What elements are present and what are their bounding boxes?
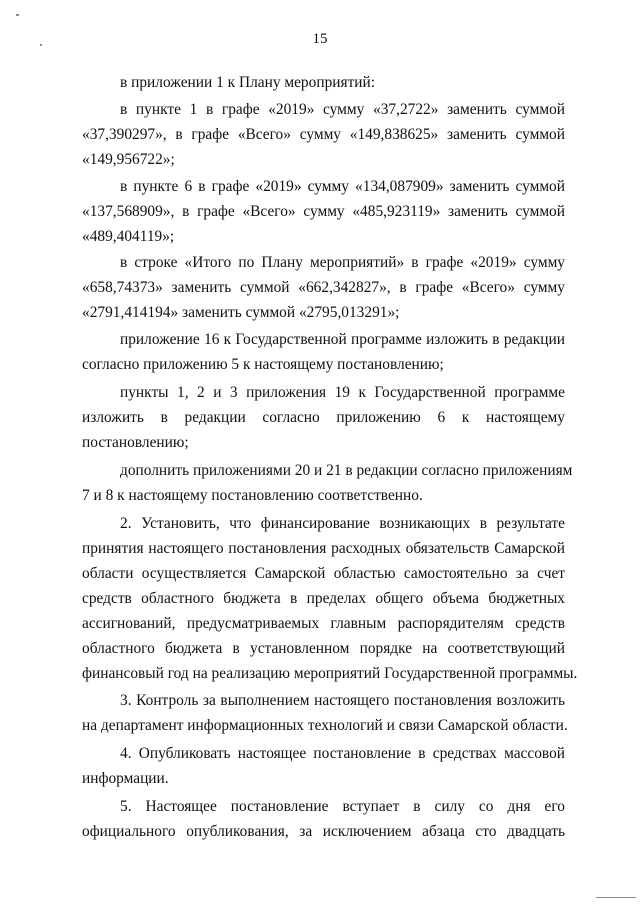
text-line: 2. Установить, что финансирование возникающих в результате — [120, 515, 565, 532]
text-line: информации. — [82, 770, 169, 787]
text-line: 5. Настоящее постановление вступает в силу со дня его — [120, 798, 565, 815]
text-line: на департамент информационных технологий и связи Самарской области. — [82, 717, 568, 734]
text-line: в строке «Итого по Плану мероприятий» в графе «2019» сумму — [120, 254, 565, 271]
text-line: «137,568909», в графе «Всего» сумму «485,923119» заменить суммой — [82, 203, 565, 220]
scan-artifact — [596, 897, 636, 898]
text-line: «489,404119»; — [82, 228, 175, 245]
text-line: пункты 1, 2 и 3 приложения 19 к Государственной программе — [120, 384, 565, 401]
text-line: средств областного бюджета в пределах общего объема бюджетных — [82, 590, 565, 607]
text-line: «37,390297», в графе «Всего» сумму «149,838625» заменить суммой — [82, 126, 565, 143]
text-line: официального опубликования, за исключением абзаца сто двадцать — [82, 823, 565, 840]
text-line: в пункте 6 в графе «2019» сумму «134,087909» заменить суммой — [120, 178, 565, 195]
text-line: области осуществляется Самарской областью самостоятельно за счет — [82, 565, 565, 582]
text-line: «658,74373» заменить суммой «662,342827», в графе «Всего» сумму — [82, 279, 565, 296]
text-line: ассигнований, предусматриваемых главным распорядителям средств — [82, 615, 565, 632]
text-line: приложение 16 к Государственной программе изложить в редакции — [120, 331, 565, 348]
text-line: «2791,414194» заменить суммой «2795,013291»; — [82, 304, 400, 321]
text-line: постановлению; — [82, 434, 189, 451]
text-line: 3. Контроль за выполнением настоящего постановления возложить — [120, 692, 565, 709]
text-line: «149,956722»; — [82, 151, 175, 168]
page-number: 15 — [312, 31, 328, 47]
text-line: принятия настоящего постановления расходных обязательств Самарской — [82, 540, 565, 557]
text-line: 7 и 8 к настоящему постановлению соответственно. — [82, 487, 423, 504]
text-line: в приложении 1 к Плану мероприятий: — [120, 74, 376, 91]
text-line: 4. Опубликовать настоящее постановление в средствах массовой — [120, 745, 565, 762]
scan-artifact — [40, 44, 42, 46]
text-line: финансовый год на реализацию мероприятий Государственной программы. — [82, 665, 578, 682]
text-line: дополнить приложениями 20 и 21 в редакции согласно приложениям — [120, 462, 573, 479]
text-line: в пункте 1 в графе «2019» сумму «37,2722» заменить суммой — [120, 101, 565, 118]
text-line: согласно приложению 5 к настоящему постановлению; — [82, 356, 444, 373]
text-line: изложить в редакции согласно приложению 6 к настоящему — [82, 409, 565, 426]
scan-artifact — [16, 14, 19, 16]
text-line: областного бюджета в установленном порядке на соответствующий — [82, 640, 565, 657]
